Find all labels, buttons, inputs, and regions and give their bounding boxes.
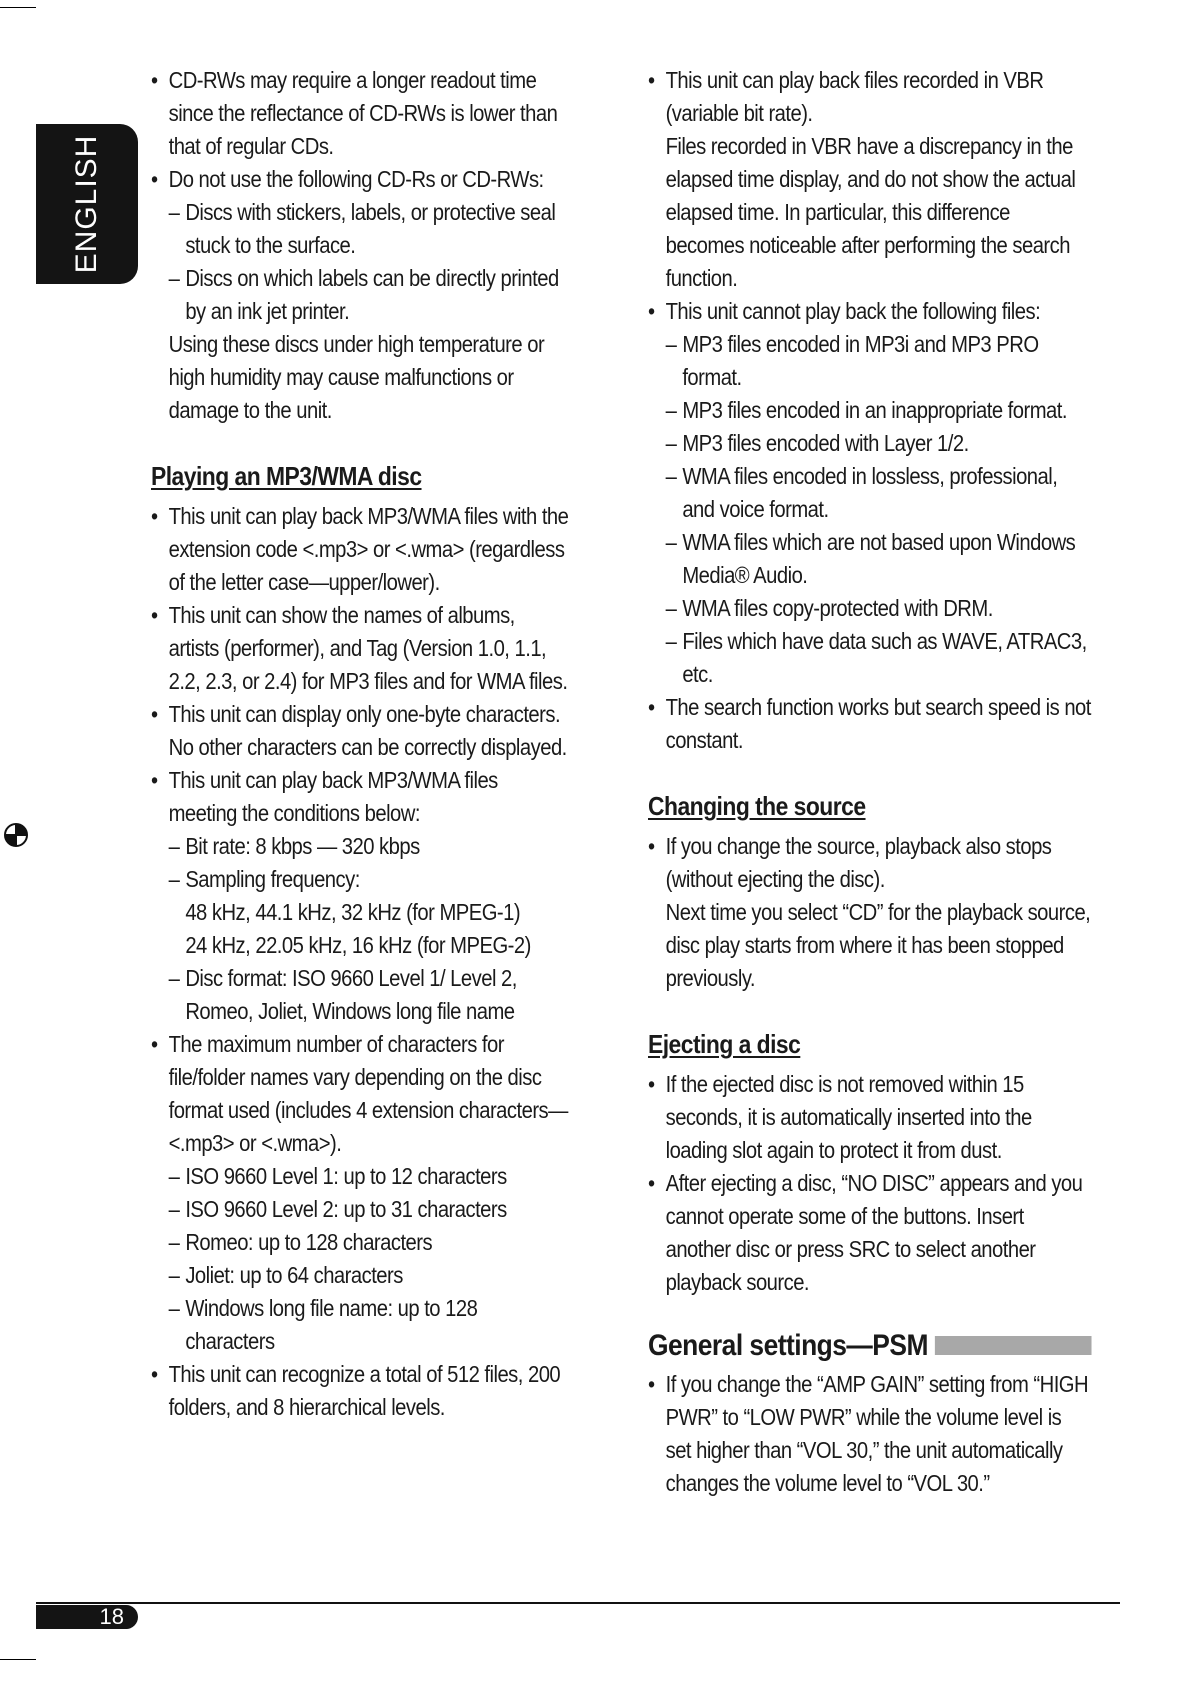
sub-list [666,328,1092,691]
sub-item: – Bit rate: 8 kbps — 320 kbps [169,830,570,863]
sub-item: – WMA files encoded in lossless, professional, and voice format. [666,460,1092,526]
section-heading-psm: General settings—PSM [648,1329,1092,1362]
right-column [648,64,1092,1500]
psm-list [648,1368,1092,1500]
registration-mark-icon [0,819,32,851]
sub-item: – Sampling frequency: [169,863,570,896]
sub-item: – Romeo: up to 128 characters [169,1226,570,1259]
list-item: • This unit can play back files recorded in VBR (variable bit rate). Files recorded in VBR have a discrepancy in the elapsed time display, and do not show the actual elapsed time. In particular, this difference becomes noticeable after performing the search function. [648,64,1092,295]
mp3-list [151,500,570,1424]
sub-item: – WMA files which are not based upon Windows Media® Audio. [666,526,1092,592]
language-label: ENGLISH [70,134,103,274]
list-item: • Do not use the following CD-Rs or CD-RWs: – Discs with stickers, labels, or protective seal stuck to the surface. – Discs on which labels can be directly printed by an ink jet printer. Using these discs under high temperature or high humidity may cause malfunctions or damage to the unit. [151,163,570,427]
sub-item: – Discs on which labels can be directly printed by an ink jet printer. [169,262,570,328]
section-heading-mp3: Playing an MP3/WMA disc [151,461,422,491]
note-text: Files recorded in VBR have a discrepancy in the elapsed time display, and do not show the actual elapsed time. In particular, this difference becomes noticeable after performing the search function. [665,133,1076,291]
list-item: • This unit can play back MP3/WMA files meeting the conditions below: – Bit rate: 8 kbps — 320 kbps – Sampling frequency: 48 kHz, 44.1 kHz, 32 kHz (for MPEG-1) 24 kHz, 22.05 kHz, 16 kHz (for MPEG-2) – Disc format: ISO 9660 Level 1/ Level 2, Romeo, Joliet, Windows long file name [151,764,570,1028]
sub-list [169,830,570,896]
language-tab [36,124,138,284]
sub-item: – Joliet: up to 64 characters [169,1259,570,1292]
sub-list [169,1160,570,1358]
vbr-list [648,64,1092,757]
crop-mark-bottom [0,1659,36,1660]
list-item: • After ejecting a disc, “NO DISC” appears and you cannot operate some of the buttons. Insert another disc or press SRC to select another playback source. [648,1167,1092,1299]
sub-item: – ISO 9660 Level 1: up to 12 characters [169,1160,570,1193]
section-heading-source: Changing the source [648,791,866,821]
section-heading-eject: Ejecting a disc [648,1029,801,1059]
sub-item: – MP3 files encoded in an inappropriate format. [666,394,1092,427]
sub-list [169,962,570,1028]
note-text: Next time you select “CD” for the playback source, disc play starts from where it has been stopped previously. [665,899,1091,991]
list-item: • This unit can show the names of albums, artists (performer), and Tag (Version 1.0, 1.1, 2.2, 2.3, or 2.4) for MP3 files and for WMA files. [151,599,570,698]
frequency-item: 24 kHz, 22.05 kHz, 16 kHz (for MPEG-2) [185,932,531,958]
left-column [151,64,570,1424]
sub-item: – Windows long file name: up to 128 characters [169,1292,570,1358]
sub-item: – Files which have data such as WAVE, ATRAC3, etc. [666,625,1092,691]
heading-bar [935,1336,1092,1355]
source-list [648,830,1092,995]
list-item: • This unit cannot play back the following files: – MP3 files encoded in MP3i and MP3 PRO format. – MP3 files encoded in an inappropriate format. – MP3 files encoded with Layer 1/2. – WMA files encoded in lossless, professional, and voice format. – WMA files which are not based upon Windows Media® Audio. – WMA files copy-protected with DRM. – Files which have data such as WAVE, ATRAC3, etc. [648,295,1092,691]
sub-item: – MP3 files encoded with Layer 1/2. [666,427,1092,460]
frequency-item: 48 kHz, 44.1 kHz, 32 kHz (for MPEG-1) [185,899,521,925]
list-item: • If you change the “AMP GAIN” setting from “HIGH PWR” to “LOW PWR” while the volume level is set higher than “VOL 30,” the unit automatically changes the volume level to “VOL 30.” [648,1368,1092,1500]
list-item: • If you change the source, playback also stops (without ejecting the disc). Next time you select “CD” for the playback source, disc play starts from where it has been stopped previously. [648,830,1092,995]
note-text: Using these discs under high temperature or high humidity may cause malfunctions or damage to the unit. [168,331,545,423]
list-item: • This unit can display only one-byte characters. No other characters can be correctly displayed. [151,698,570,764]
sub-item: – Discs with stickers, labels, or protective seal stuck to the surface. [169,196,570,262]
list-item: • This unit can recognize a total of 512 files, 200 folders, and 8 hierarchical levels. [151,1358,570,1424]
list-item: • CD-RWs may require a longer readout time since the reflectance of CD-RWs is lower than that of regular CDs. [151,64,570,163]
footer-rule [36,1602,1120,1604]
sub-list [169,196,570,328]
list-item: • The maximum number of characters for file/folder names vary depending on the disc format used (includes 4 extension characters—<.mp3> or <.wma>). – ISO 9660 Level 1: up to 12 characters – ISO 9660 Level 2: up to 31 characters – Romeo: up to 128 characters – Joliet: up to 64 characters – Windows long file name: up to 128 characters [151,1028,570,1358]
list-item: • If the ejected disc is not removed within 15 seconds, it is automatically inserted into the loading slot again to protect it from dust. [648,1068,1092,1167]
list-item: • The search function works but search speed is not constant. [648,691,1092,757]
eject-list [648,1068,1092,1299]
sub-item: – WMA files copy-protected with DRM. [666,592,1092,625]
list-item: • This unit can play back MP3/WMA files with the extension code <.mp3> or <.wma> (regardless of the letter case—upper/lower). [151,500,570,599]
frequency-list [169,896,570,962]
crop-mark-top [0,7,36,8]
sub-item: – MP3 files encoded in MP3i and MP3 PRO format. [666,328,1092,394]
page-number: 18 [36,1605,138,1629]
sub-item: – Disc format: ISO 9660 Level 1/ Level 2, Romeo, Joliet, Windows long file name [169,962,570,1028]
sub-item: – ISO 9660 Level 2: up to 31 characters [169,1193,570,1226]
intro-list [151,64,570,427]
